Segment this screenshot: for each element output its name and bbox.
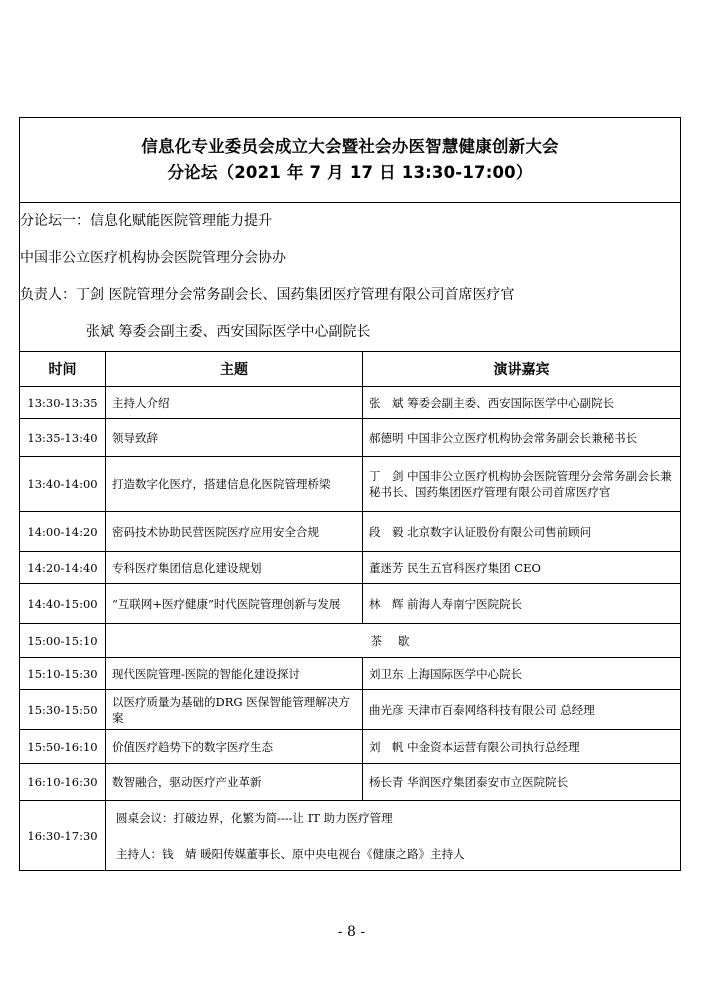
row-time: 13:40-14:00 [20,457,106,512]
forum-leader-secondary: 张斌 筹委会副主委、西安国际医学中心副院长 [86,324,371,340]
round-table-cell [106,801,681,871]
table-row [20,552,681,584]
forum-leader-primary: 负责人：丁剑 医院管理分会常务副会长、国药集团医疗管理有限公司首席医疗官 [20,287,515,303]
table-row [20,690,681,730]
row-time: 13:35-13:40 [20,419,106,457]
row-topic: “互联网+医疗健康”时代医院管理创新与发展 [106,584,363,624]
page-title: 信息化专业委员会成立大会暨社会办医智慧健康创新大会 [141,137,559,156]
column-header-time: 时间 [20,352,106,387]
table-row [20,419,681,457]
table-row [20,457,681,512]
row-topic: 现代医院管理-医院的智能化建设探讨 [106,658,363,690]
row-time: 14:20-14:40 [20,552,106,584]
agenda-table [19,117,681,871]
row-time: 16:10-16:30 [20,764,106,801]
break-time: 15:00-15:10 [20,624,106,658]
page-subtitle: 分论坛（2021 年 7 月 17 日 13:30-17:00） [167,163,533,182]
row-speaker: 段 毅 北京数字认证股份有限公司售前顾问 [363,512,681,552]
row-speaker: 曲光彦 天津市百泰网络科技有限公司 总经理 [363,690,681,730]
forum-organizer: 中国非公立医疗机构协会医院管理分会协办 [20,250,286,266]
row-speaker: 郝德明 中国非公立医疗机构协会常务副会长兼秘书长 [363,419,681,457]
column-header-speaker: 演讲嘉宾 [363,352,681,387]
row-speaker: 刘卫东 上海国际医学中心院长 [363,658,681,690]
forum-info-block [20,203,681,352]
break-row [20,624,681,658]
break-label: 茶 歇 [106,624,681,658]
row-speaker: 林 辉 前海人寿南宁医院院长 [363,584,681,624]
title-block [20,118,681,203]
row-time: 14:40-15:00 [20,584,106,624]
forum-name: 分论坛一：信息化赋能医院管理能力提升 [20,213,272,229]
table-header-row [20,352,681,387]
row-topic: 以医疗质量为基础的DRG 医保智能管理解决方案 [106,690,363,730]
row-topic: 专科医疗集团信息化建设规划 [106,552,363,584]
row-topic: 主持人介绍 [106,387,363,419]
row-speaker: 杨长青 华润医疗集团泰安市立医院院长 [363,764,681,801]
row-time: 14:00-14:20 [20,512,106,552]
table-row [20,730,681,764]
row-speaker: 丁 剑 中国非公立医疗机构协会医院管理分会常务副会长兼秘书长、国药集团医疗管理有限公司首席医疗官 [363,457,681,512]
table-row [20,658,681,690]
row-topic: 打造数字化医疗，搭建信息化医院管理桥梁 [106,457,363,512]
row-speaker: 刘 帆 中金资本运营有限公司执行总经理 [363,730,681,764]
row-time: 15:30-15:50 [20,690,106,730]
column-header-topic: 主题 [106,352,363,387]
table-row [20,764,681,801]
round-table-topic: 圆桌会议：打破边界，化繁为简----让 IT 助力医疗管理 [116,810,393,825]
row-time: 15:10-15:30 [20,658,106,690]
row-speaker: 董迷芳 民生五官科医疗集团 CEO [363,552,681,584]
row-topic: 密码技术协助民营医院医疗应用安全合规 [106,512,363,552]
round-table-host: 主持人：钱 婧 暖阳传媒董事长、原中央电视台《健康之路》主持人 [116,846,465,861]
row-time: 15:50-16:10 [20,730,106,764]
row-time: 13:30-13:35 [20,387,106,419]
row-speaker: 张 斌 筹委会副主委、西安国际医学中心副院长 [363,387,681,419]
row-topic: 领导致辞 [106,419,363,457]
table-row [20,512,681,552]
table-row [20,584,681,624]
row-topic: 数智融合，驱动医疗产业革新 [106,764,363,801]
round-table-time: 16:30-17:30 [20,801,106,871]
round-table-row [20,801,681,871]
table-row [20,387,681,419]
row-topic: 价值医疗趋势下的数字医疗生态 [106,730,363,764]
page-number: - 8 - [337,924,366,940]
